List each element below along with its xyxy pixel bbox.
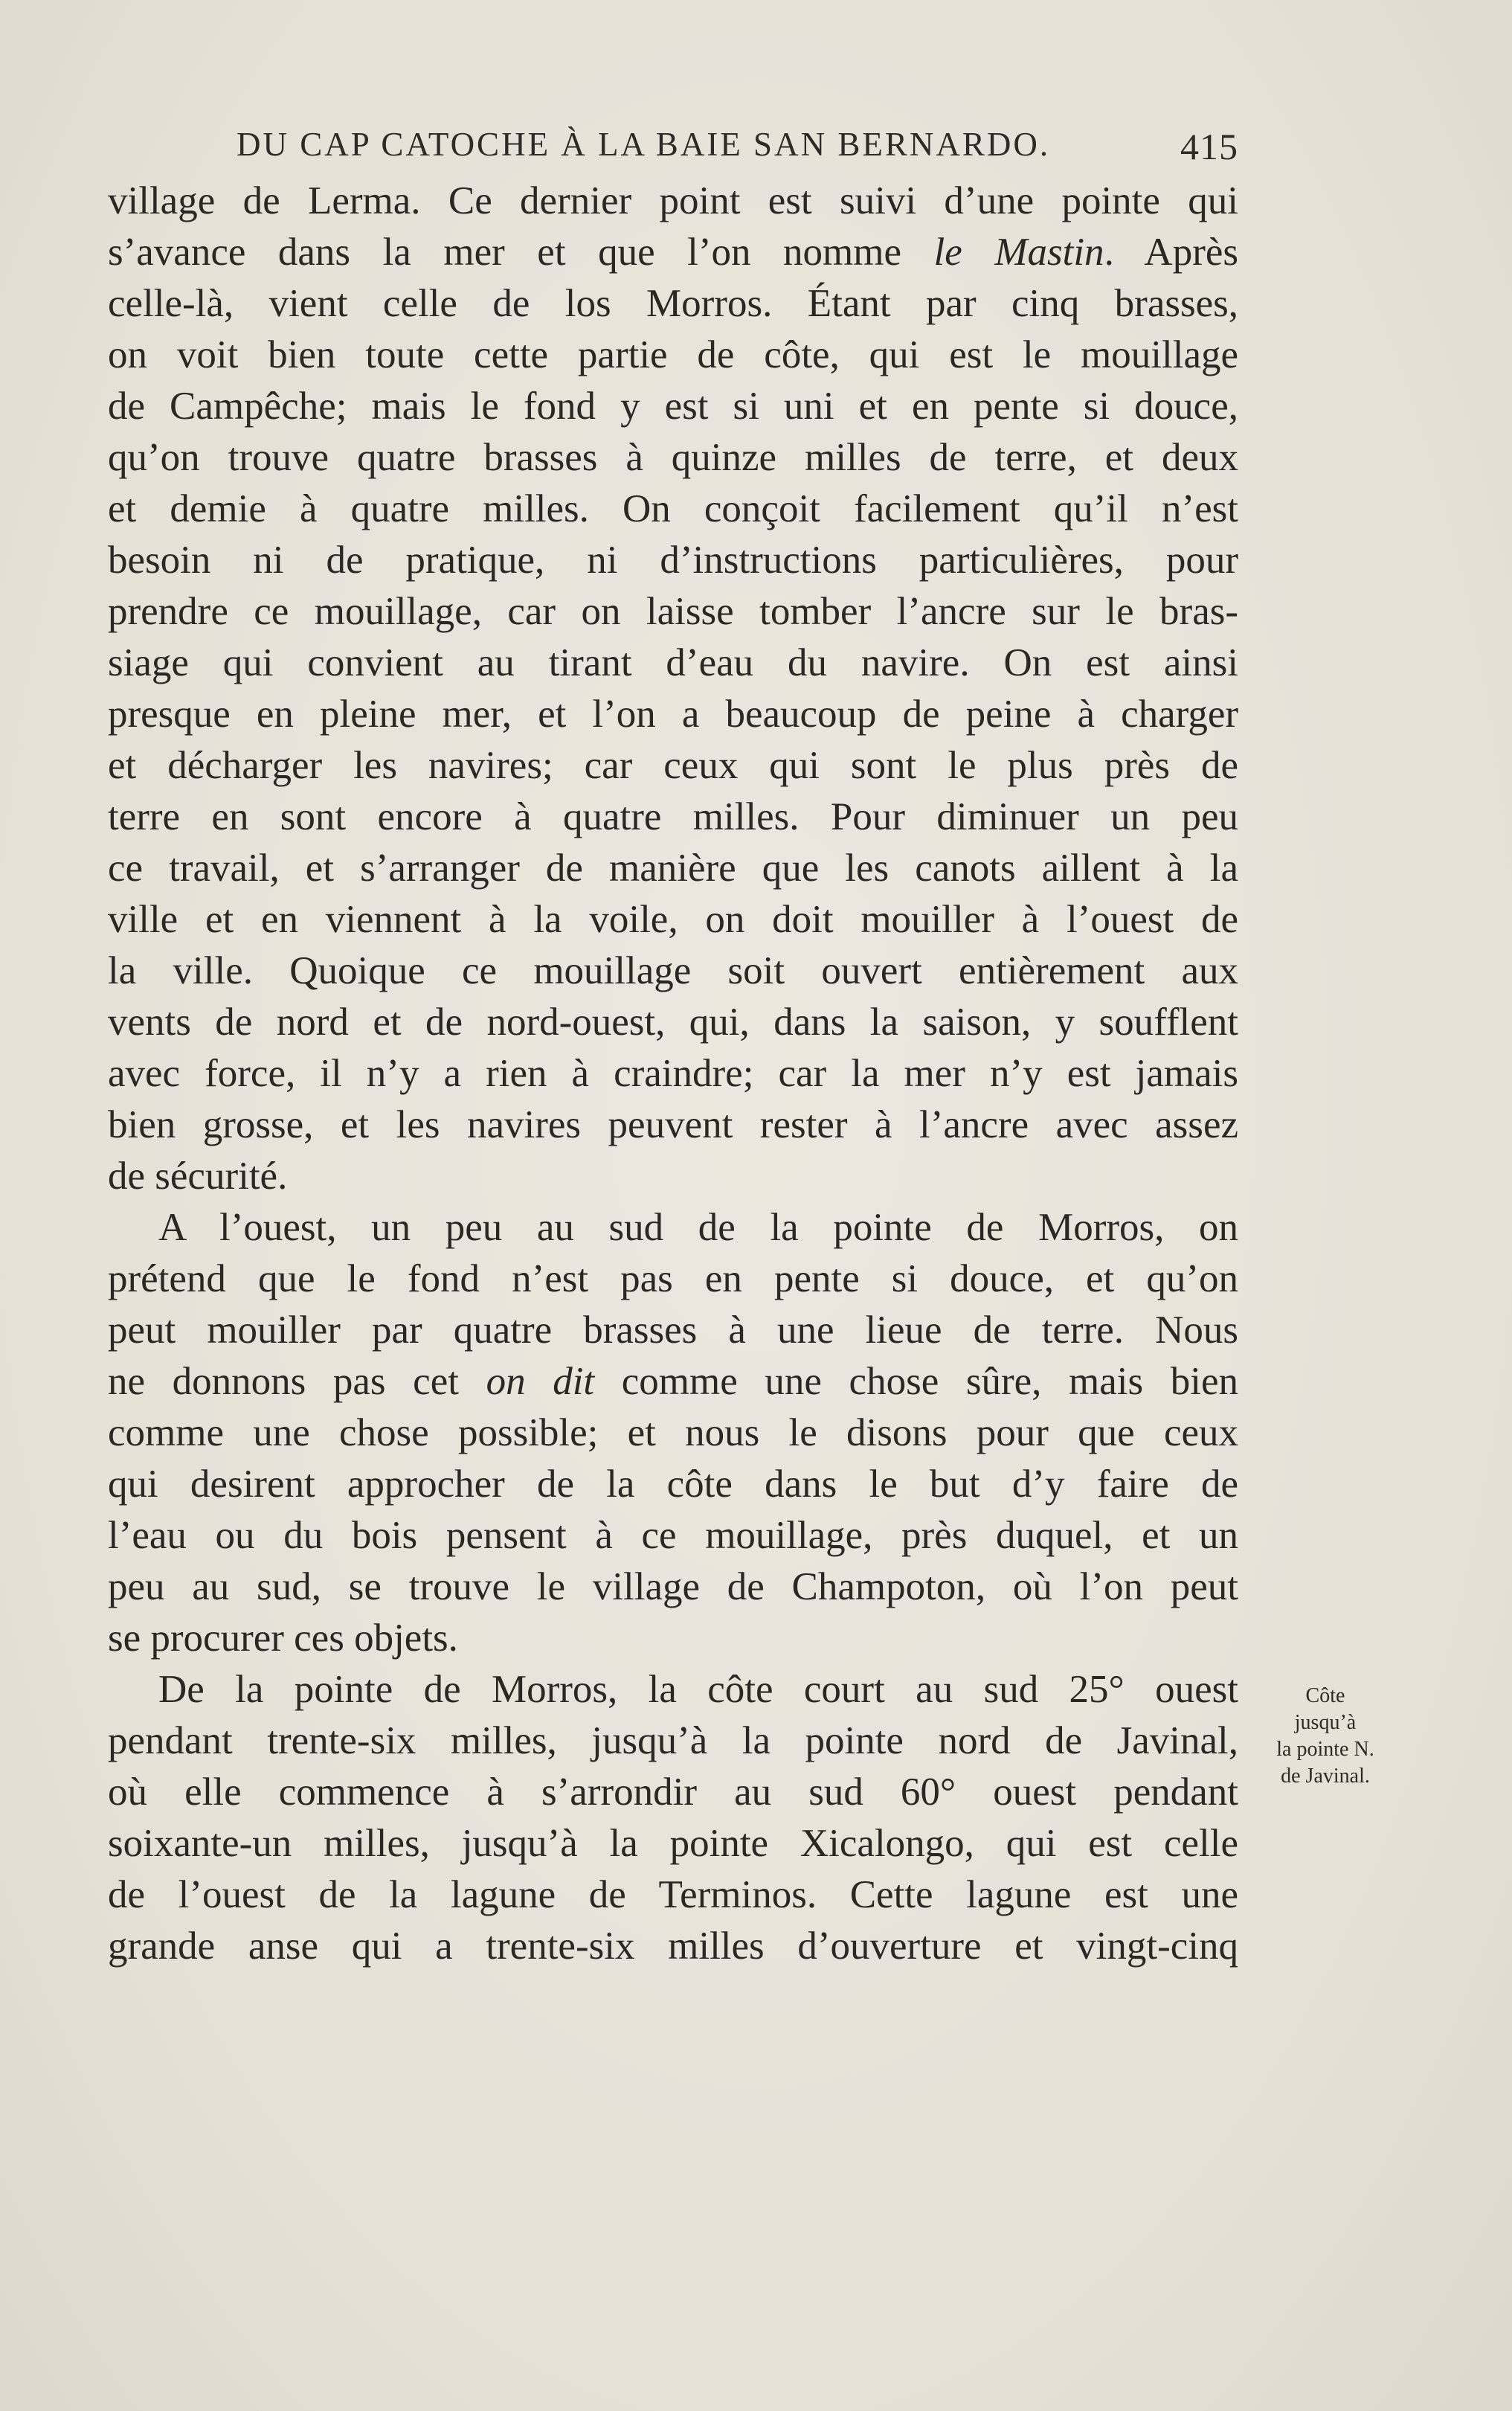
italic-phrase: on dit xyxy=(486,1360,595,1403)
text-line: pendant trente-six milles, jusqu’à la pointe nord de Javinal, xyxy=(108,1719,1238,1762)
text-line: l’eau ou du bois pensent à ce mouillage, près duquel, et un xyxy=(108,1514,1238,1557)
text-segment: ne donnons pas cet xyxy=(108,1360,486,1403)
text-line: de l’ouest de la lagune de Terminos. Cette lagune est une xyxy=(108,1873,1238,1916)
margin-note-line: Côte xyxy=(1305,1684,1345,1707)
text-line: peu au sud, se trouve le village de Champoton, où l’on peut xyxy=(108,1565,1238,1608)
text-line: se procurer ces objets. xyxy=(108,1617,458,1660)
text-line: De la pointe de Morros, la côte court au sud 25° ouest xyxy=(158,1668,1238,1711)
margin-note-line: de Javinal. xyxy=(1281,1765,1370,1788)
text-segment: comme une chose sûre, mais bien xyxy=(594,1360,1238,1403)
margin-note-line: jusqu’à xyxy=(1294,1711,1357,1734)
text-line: besoin ni de pratique, ni d’instructions particulières, pour xyxy=(108,539,1238,582)
page-number: 415 xyxy=(1180,126,1238,167)
text-line: qu’on trouve quatre brasses à quinze milles de terre, et deux xyxy=(108,436,1238,479)
text-line: avec force, il n’y a rien à craindre; car la mer n’y est jamais xyxy=(108,1052,1238,1095)
text-line: ce travail, et s’arranger de manière que les canots aillent à la xyxy=(108,847,1238,890)
text-line: A l’ouest, un peu au sud de la pointe de Morros, on xyxy=(158,1206,1238,1249)
text-line: de Campêche; mais le fond y est si uni et en pente si douce, xyxy=(108,385,1238,428)
text-line: prendre ce mouillage, car on laisse tomber l’ancre sur le bras- xyxy=(108,590,1238,633)
running-title: DU CAP CATOCHE À LA BAIE SAN BERNARDO. xyxy=(237,126,1051,163)
text-segment: . Après xyxy=(1104,231,1238,274)
text-segment: s’avance dans la mer et que l’on nomme xyxy=(108,231,934,274)
text-line xyxy=(108,227,1238,278)
text-line: on voit bien toute cette partie de côte, qui est le mouillage xyxy=(108,333,1238,376)
text-line: ville et en viennent à la voile, on doit mouiller à l’ouest de xyxy=(108,898,1238,941)
text-line: soixante-un milles, jusqu’à la pointe Xicalongo, qui est celle xyxy=(108,1822,1238,1865)
text-line: qui desirent approcher de la côte dans le but d’y faire de xyxy=(108,1463,1238,1506)
text-line xyxy=(108,1356,1238,1407)
text-line: bien grosse, et les navires peuvent rester à l’ancre avec assez xyxy=(108,1103,1238,1146)
text-line: et décharger les navires; car ceux qui sont le plus près de xyxy=(108,744,1238,787)
body-text xyxy=(108,176,1238,1972)
text-line: presque en pleine mer, et l’on a beaucoup de peine à charger xyxy=(108,693,1238,736)
text-line: de sécurité. xyxy=(108,1155,288,1198)
text-line: celle-là, vient celle de los Morros. Étant par cinq brasses, xyxy=(108,282,1238,325)
text-line: village de Lerma. Ce dernier point est suivi d’une pointe qui xyxy=(108,179,1238,222)
text-line: la ville. Quoique ce mouillage soit ouvert entièrement aux xyxy=(108,949,1238,992)
margin-note-line: la pointe N. xyxy=(1276,1738,1374,1761)
text-line: grande anse qui a trente-six milles d’ouverture et vingt-cinq xyxy=(108,1924,1238,1968)
text-line: peut mouiller par quatre brasses à une lieue de terre. Nous xyxy=(108,1309,1238,1352)
italic-phrase: le Mastin xyxy=(933,231,1104,274)
text-line: comme une chose possible; et nous le disons pour que ceux xyxy=(108,1411,1238,1454)
text-line: siage qui convient au tirant d’eau du navire. On est ainsi xyxy=(108,641,1238,684)
text-line: terre en sont encore à quatre milles. Pour diminuer un peu xyxy=(108,795,1238,838)
text-line: où elle commence à s’arrondir au sud 60° ouest pendant xyxy=(108,1770,1238,1814)
text-line: prétend que le fond n’est pas en pente si douce, et qu’on xyxy=(108,1257,1238,1300)
margin-note xyxy=(1244,1683,1407,1790)
text-line: et demie à quatre milles. On conçoit facilement qu’il n’est xyxy=(108,487,1238,530)
text-line: vents de nord et de nord-ouest, qui, dans la saison, y soufflent xyxy=(108,1001,1238,1044)
